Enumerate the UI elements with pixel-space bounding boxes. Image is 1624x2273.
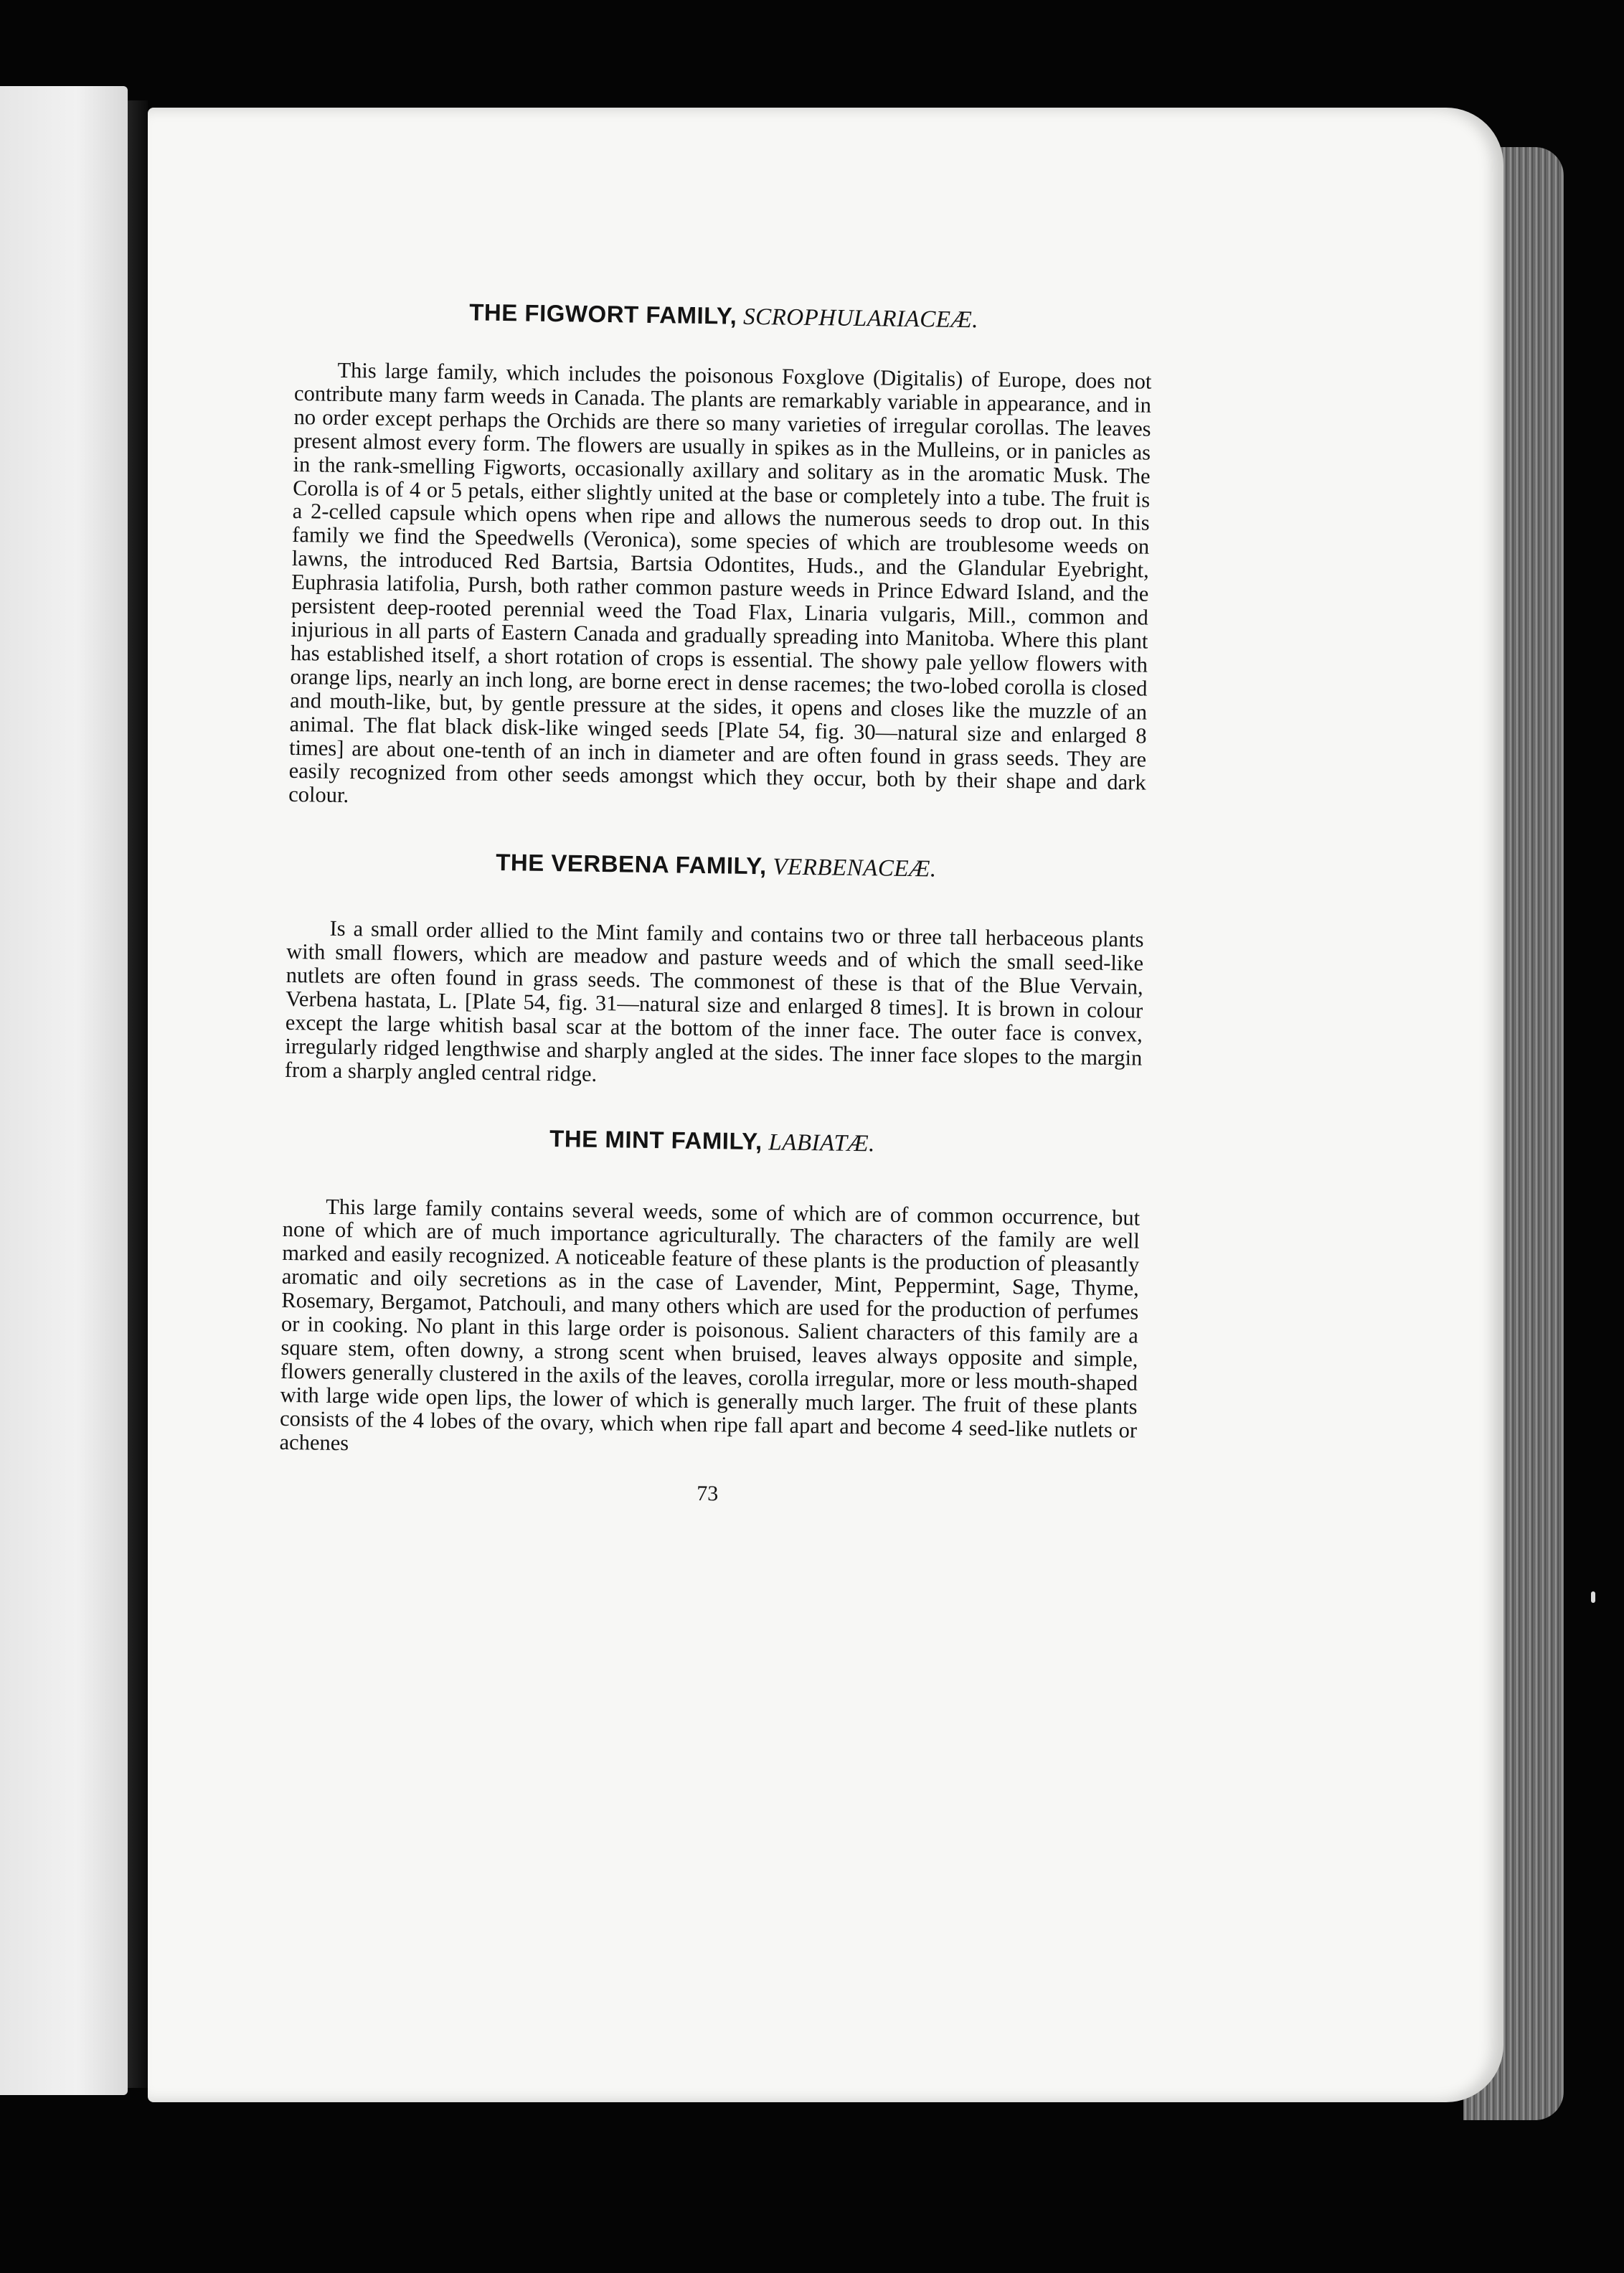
family-name: THE MINT FAMILY,	[549, 1124, 763, 1154]
scientific-name: LABIATÆ.	[768, 1129, 876, 1157]
scientific-name: SCROPHULARIACEÆ.	[742, 303, 979, 334]
section-heading	[283, 1119, 1141, 1163]
family-name: THE FIGWORT FAMILY,	[469, 298, 737, 329]
page-number: 73	[696, 1481, 719, 1505]
scientific-name: VERBENACEÆ.	[773, 854, 937, 883]
scan-speck	[1591, 1591, 1595, 1603]
section-paragraph: This large family, which includes the poisonous Foxglove (Digitalis) of Europe, does not contribute many farm weeds in Canada. The plants are remarkably variable in appearance, and in no order except perhaps the Orchids are there so many varieties of irregular corollas. The leaves present almost every form. The flowers are usually in spikes as in the Mulleins, or in panicles as in the rank-smelling Figworts, occasionally axillary and solitary as in the aromatic Musk. The Corolla is of 4 or 5 petals, either slightly united at the base or completely into a tube. The fruit is a 2-celled capsule which opens when ripe and allows the numerous seeds to drop out. In this family we find the Speedwells (Veronica), some species of which are troublesome weeds on lawns, the introduced Red Bartsia, Bartsia Odontites, Huds., and the Glandular Eyebright, Euphrasia latifolia, Pursh, both rather common pasture weeds in Prince Edward Island, and the persistent deep-rooted perennial weed the Toad Flax, Linaria vulgaris, Mill., common and injurious in all parts of Eastern Canada and gradually spreading into Manitoba. Where this plant has established itself, a short rotation of crops is essential. The showy pale yellow flowers with orange lips, nearly an inch long, are borne erect in dense racemes; the two-lobed corolla is closed and mouth-like, but, by gentle pressure at the sides, it opens and closes like the muzzle of an animal. The flat black disk-like winged seeds [Plate 54, fig. 30—natural size and enlarged 8 times] are about one-tenth of an inch in diameter and are often found in grass seeds. They are easily recognized from other seeds amongst which they occur, both by their shape and dark colour.	[288, 357, 1152, 808]
section-figwort-family	[288, 294, 1153, 819]
section-mint-family	[279, 1119, 1141, 1466]
section-paragraph: Is a small order allied to the Mint family and contains two or three tall herbaceous plants with small flowers, which are meadow and pasture weeds and of which the small seed-like nutlets are often found in grass seeds. The commonest of these is that of the Blue Vervain, Verbena hastata, L. [Plate 54, fig. 31—natural size and enlarged 8 times]. It is brown in colour except the large whitish basal scar at the bottom of the inner face. The outer face is convex, irregularly ridged lengthwise and sharply angled at the sides. The inner face slopes to the margin from a sharply angled central ridge.	[284, 916, 1144, 1086]
family-name: THE VERBENA FAMILY,	[495, 849, 767, 880]
page-text-block	[279, 294, 1153, 1512]
book-gutter	[128, 100, 148, 2088]
section-heading	[288, 844, 1146, 888]
facing-page-edge	[0, 86, 128, 2095]
section-verbena-family	[285, 844, 1146, 1093]
section-paragraph: This large family contains several weeds, some of which are of common occurrence, but none of which are of much importance agriculturally. The characters of the family are well marked and easily recognized. A noticeable feature of these plants is the production of pleasantly aromatic and oily secretions as in the case of Lavender, Mint, Peppermint, Sage, Thyme, Rosemary, Bergamot, Patchouli, and many others which are used for the production of perfumes or in cooking. No plant in this large order is poisonous. Salient characters of this family are a square stem, often downy, a strong scent when bruised, leaves always opposite and simple, flowers generally clustered in the axils of the leaves, corolla irregular, more or less mouth-shaped with large wide open lips, the lower of which is generally much larger. The fruit of these plants consists of the 4 lobes of the ovary, which when ripe fall apart and become 4 seed-like nutlets or achenes	[279, 1194, 1141, 1455]
